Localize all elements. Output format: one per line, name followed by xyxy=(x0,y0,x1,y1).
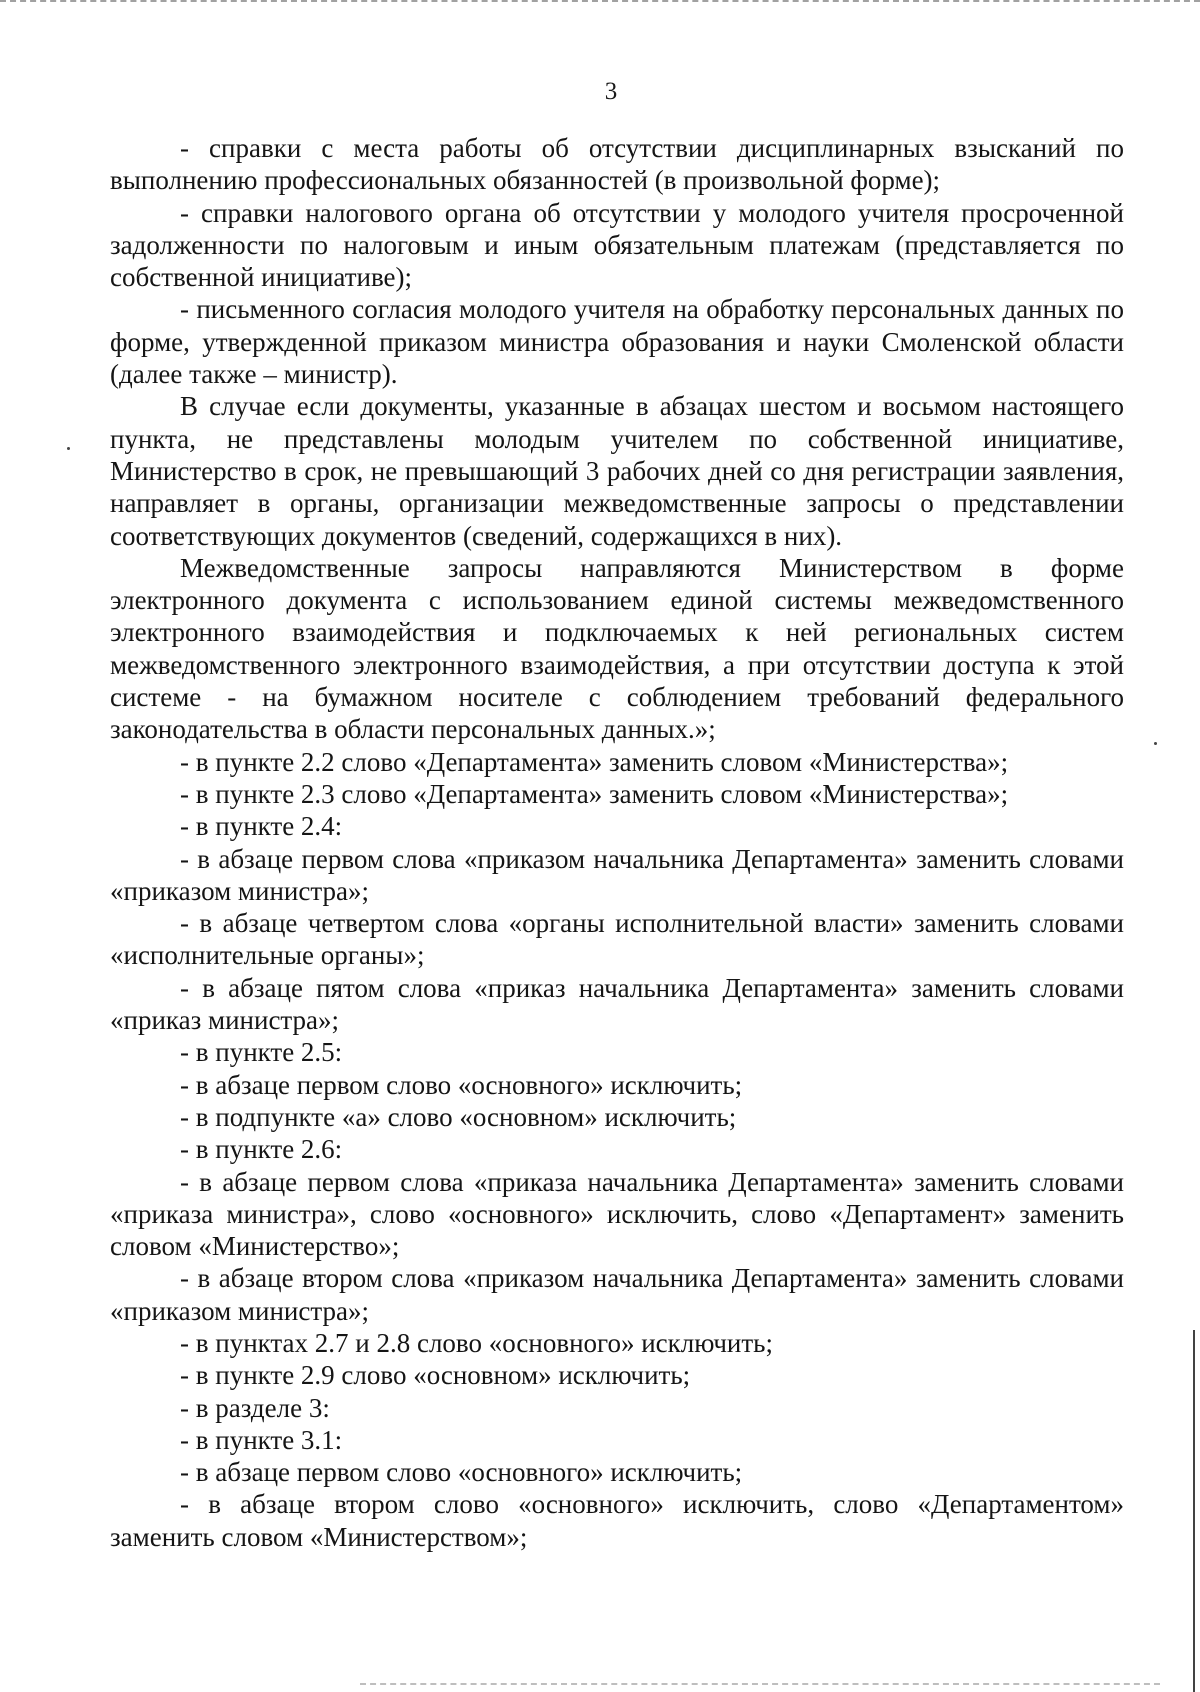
paragraph: - в пункте 2.4: xyxy=(180,811,343,842)
paragraph: - в абзаце первом слово «основного» исключить; xyxy=(180,1069,743,1100)
paragraph: - в абзаце первом слова «приказа начальника Департамента» заменить словами «приказа министра», слово «основного» исключить, слово «Департамент» заменить словом «Министерство»; xyxy=(110,1166,1124,1262)
paragraph: - в абзаце четвертом слова «органы исполнительной власти» заменить словами «исполнительные органы»; xyxy=(110,908,1124,971)
paragraph: - в пункте 3.1: xyxy=(180,1424,343,1455)
paragraph: - справки с места работы об отсутствии дисциплинарных взысканий по выполнению профессиональных обязанностей (в произвольной форме); xyxy=(110,133,1124,196)
document-body xyxy=(110,132,1124,1553)
paragraph: - в абзаце втором слово «основного» исключить, слово «Департаментом» заменить словом «Министерством»; xyxy=(110,1489,1124,1552)
paragraph: Межведомственные запросы направляются Министерством в форме электронного документа с использованием единой системы межведомственного электронного взаимодействия и подключаемых к ней региональных систем межведомственного электронного взаимодействия, а при отсутствии доступа к этой системе - на бумажном носителе с соблюдением требований федерального законодательства в области персональных данных.»; xyxy=(110,552,1124,745)
paragraph: В случае если документы, указанные в абзацах шестом и восьмом настоящего пункта, не представлены молодым учителем по собственной инициативе, Министерство в срок, не превышающий 3 рабочих дней со дня регистрации заявления, направляет в органы, организации межведомственные запросы о представлении соответствующих документов (сведений, содержащихся в них). xyxy=(110,391,1124,551)
scan-speck xyxy=(67,447,70,450)
page-number: 3 xyxy=(604,78,618,105)
scan-artifact-bottom-edge xyxy=(360,1683,1160,1688)
paragraph: - в пункте 2.2 слово «Департамента» заменить словом «Министерства»; xyxy=(180,746,1009,777)
paragraph: - в пунктах 2.7 и 2.8 слово «основного» исключить; xyxy=(180,1327,773,1358)
paragraph: - в подпункте «а» слово «основном» исключить; xyxy=(180,1101,737,1132)
scan-speck xyxy=(1154,742,1157,745)
paragraph: - в пункте 2.3 слово «Департамента» заменить словом «Министерства»; xyxy=(180,778,1009,809)
paragraph: - в разделе 3: xyxy=(180,1392,330,1423)
paragraph: - в пункте 2.6: xyxy=(180,1134,343,1165)
paragraph: - справки налогового органа об отсутствии у молодого учителя просроченной задолженности по налоговым и иным обязательным платежам (представляется по собственной инициативе); xyxy=(110,197,1124,293)
paragraph: - в пункте 2.9 слово «основном» исключить; xyxy=(180,1360,691,1391)
paragraph: - в абзаце первом слова «приказом начальника Департамента» заменить словами «приказом министра»; xyxy=(110,843,1124,906)
paragraph: - в пункте 2.5: xyxy=(180,1037,343,1068)
scan-artifact-right-edge xyxy=(1193,1330,1195,1692)
scan-artifact-top-edge xyxy=(0,0,1200,6)
paragraph: - письменного согласия молодого учителя на обработку персональных данных по форме, утвержденной приказом министра образования и науки Смоленской области (далее также – министр). xyxy=(110,294,1124,390)
paragraph: - в абзаце пятом слова «приказ начальника Департамента» заменить словами «приказ министра»; xyxy=(110,972,1124,1036)
paragraph: - в абзаце первом слово «основного» исключить; xyxy=(180,1457,743,1488)
paragraph: - в абзаце втором слова «приказом начальника Департамента» заменить словами «приказом министра»; xyxy=(110,1263,1124,1326)
